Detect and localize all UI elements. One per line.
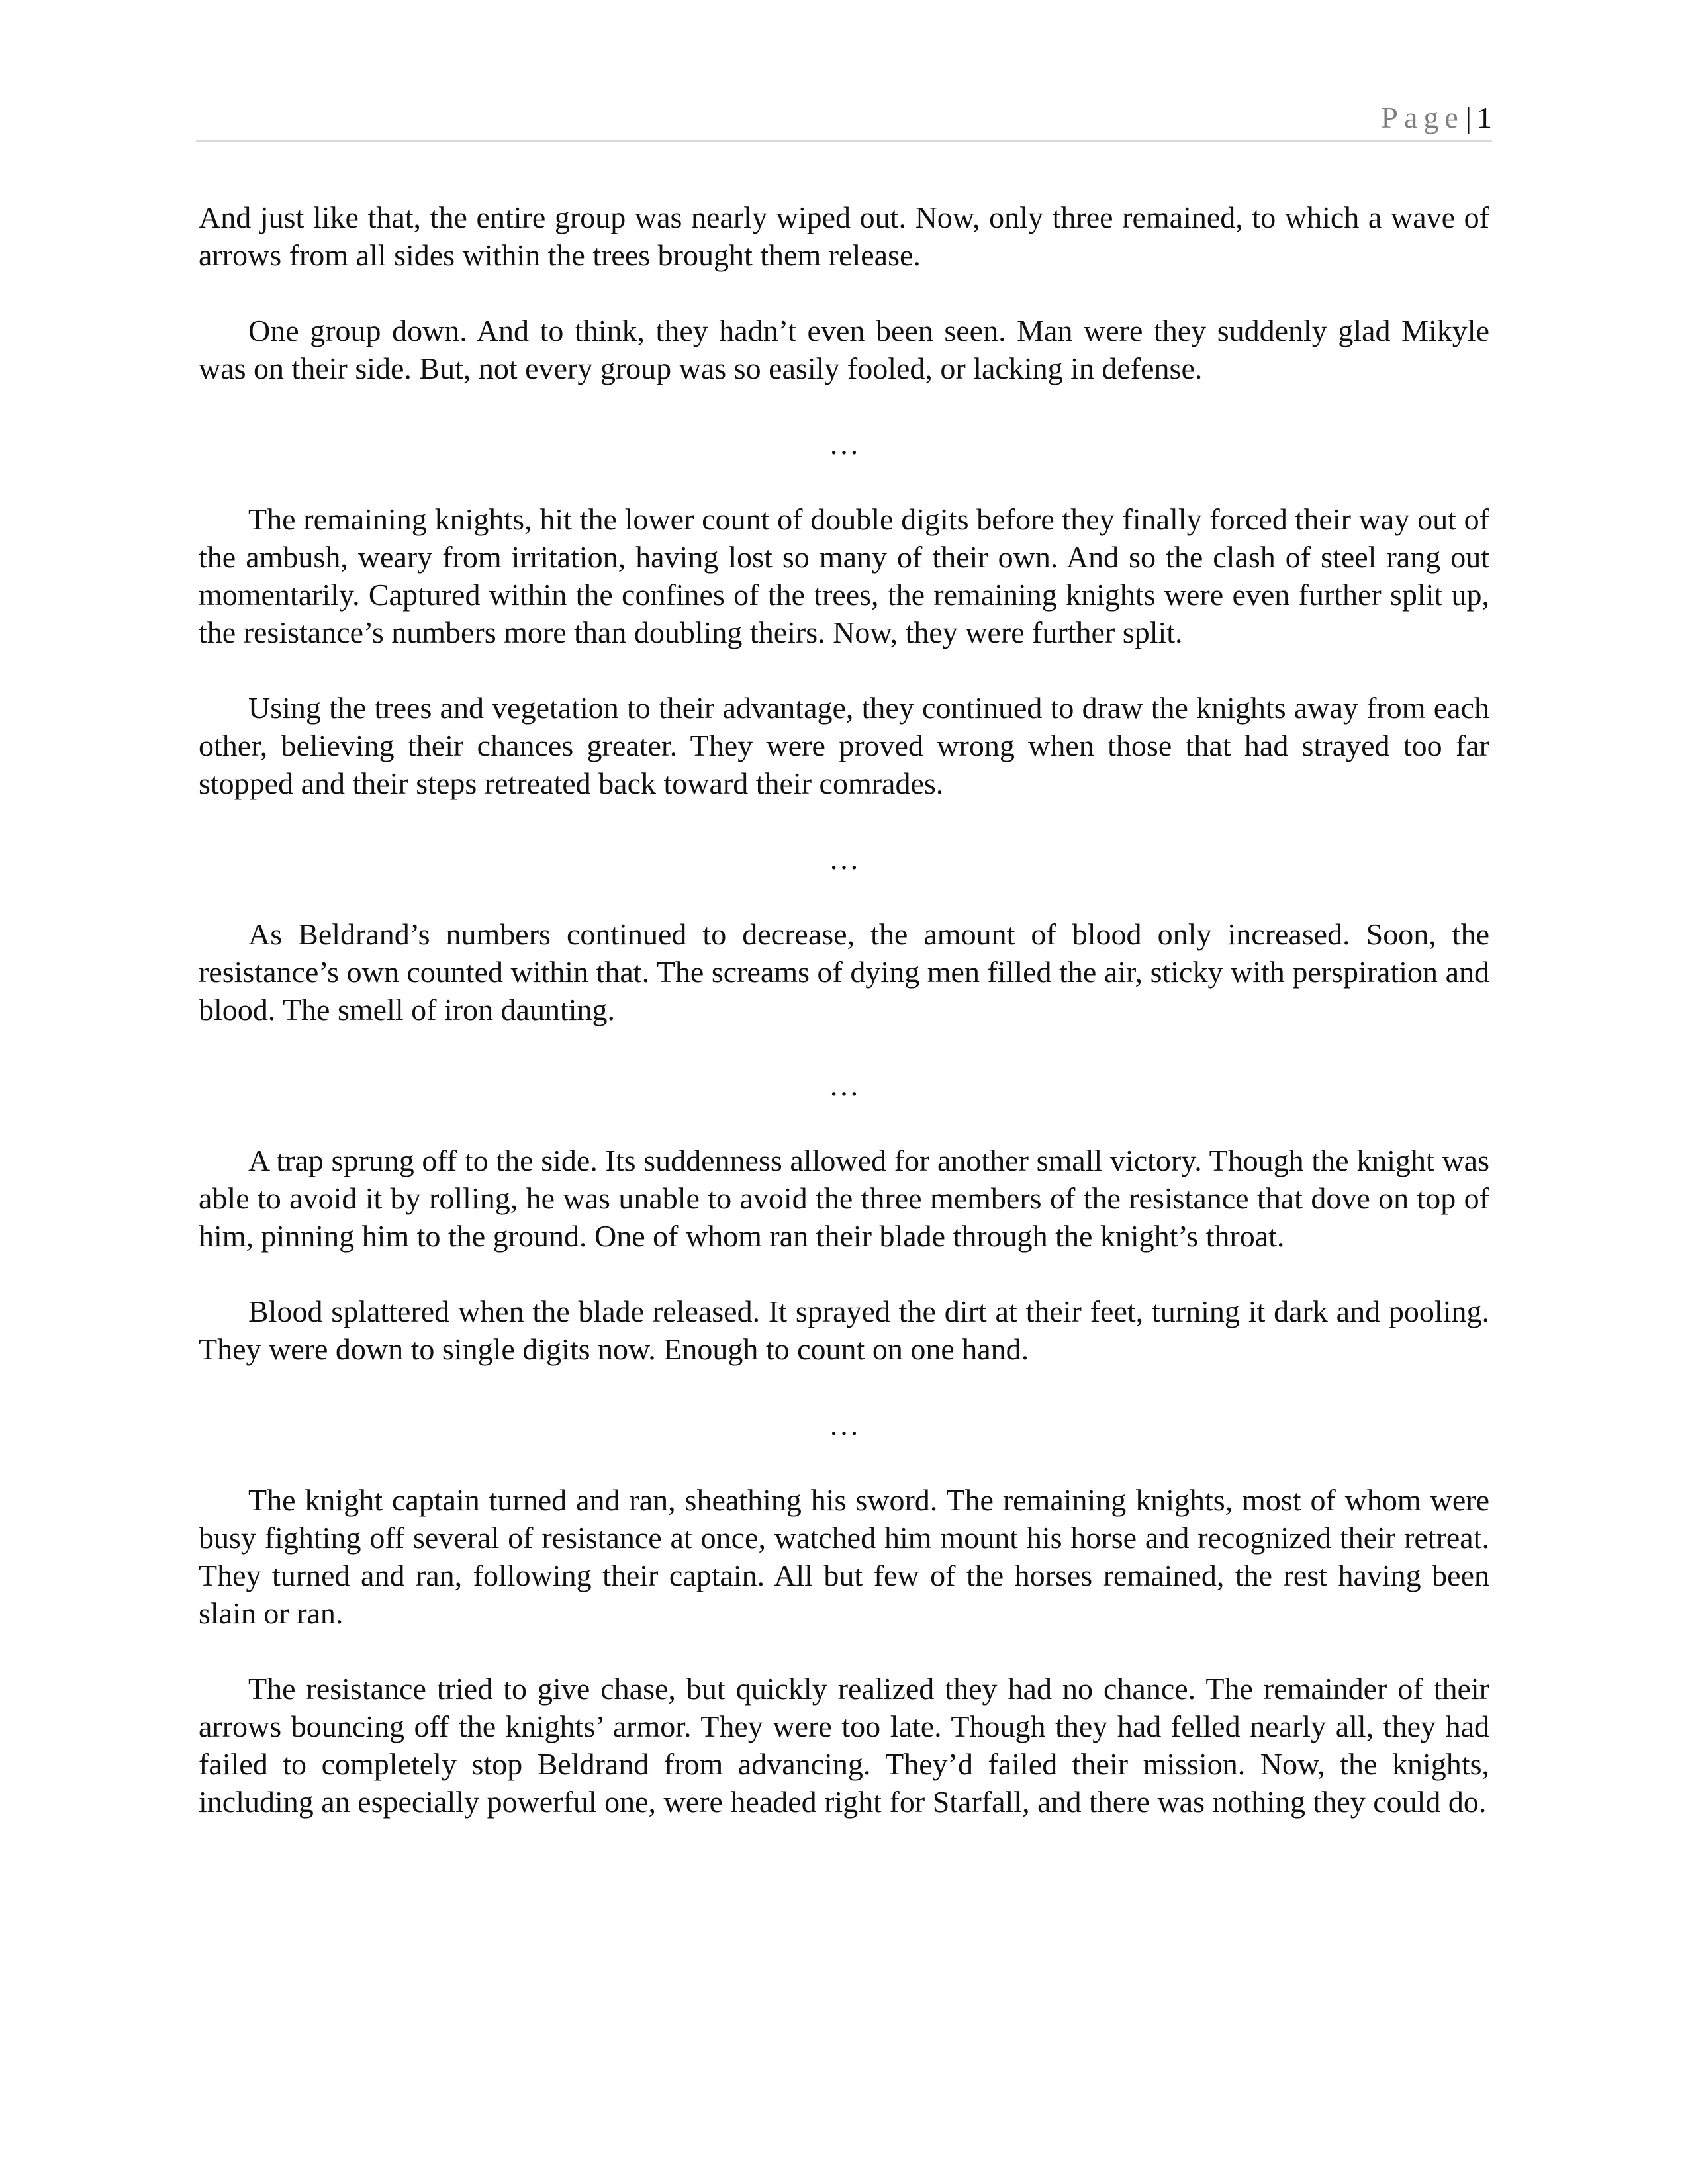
- scene-break: …: [829, 842, 859, 876]
- scene-break: …: [829, 1068, 859, 1102]
- paragraph: One group down. And to think, they hadn’t even been seen. Man were they suddenly glad Mikyle was on their side. But, not every group was so easily fooled, or lacking in defense.: [199, 314, 1489, 385]
- paragraph: The remaining knights, hit the lower count of double digits before they finally forced their way out of the ambush, weary from irritation, having lost so many of their own. And so the clash of steel rang out momentarily. Captured within the confines of the trees, the remaining knights were even further split up, the resistance’s numbers more than doubling theirs. Now, they were further split.: [199, 502, 1489, 649]
- page-separator: |: [1465, 101, 1472, 134]
- page-number: 1: [1477, 101, 1492, 134]
- document-body: [199, 199, 1489, 1821]
- page-label: Page: [1381, 101, 1464, 134]
- scene-break: …: [829, 1408, 859, 1441]
- paragraph: Using the trees and vegetation to their advantage, they continued to draw the knights away from each other, believing their chances greater. They were proved wrong when those that had strayed too far stopped and their steps retreated back toward their comrades.: [199, 691, 1489, 800]
- scene-break: …: [829, 427, 859, 461]
- paragraph: And just like that, the entire group was nearly wiped out. Now, only three remained, to which a wave of arrows from all sides within the trees brought them release.: [199, 201, 1489, 272]
- paragraph: The knight captain turned and ran, sheathing his sword. The remaining knights, most of whom were busy fighting off several of resistance at once, watched him mount his horse and recognized their retreat. They turned and ran, following their captain. All but few of the horses remained, the rest having been slain or ran.: [199, 1483, 1489, 1630]
- page-header: [196, 99, 1492, 142]
- paragraph: A trap sprung off to the side. Its suddenness allowed for another small victory. Though the knight was able to avoid it by rolling, he was unable to avoid the three members of the resistance that dove on top of him, pinning him to the ground. One of whom ran their blade through the knight’s throat.: [199, 1144, 1489, 1253]
- paragraph: The resistance tried to give chase, but quickly realized they had no chance. The remainder of their arrows bouncing off the knights’ armor. They were too late. Though they had felled nearly all, they had failed to completely stop Beldrand from advancing. They’d failed their mission. Now, the knights, including an especially powerful one, were headed right for Starfall, and there was nothing they could do.: [199, 1672, 1489, 1819]
- paragraph: As Beldrand’s numbers continued to decrease, the amount of blood only increased. Soon, the resistance’s own counted within that. The screams of dying men filled the air, sticky with perspiration and blood. The smell of iron daunting.: [199, 917, 1489, 1026]
- paragraph: Blood splattered when the blade released. It sprayed the dirt at their feet, turning it dark and pooling. They were down to single digits now. Enough to count on one hand.: [199, 1295, 1489, 1366]
